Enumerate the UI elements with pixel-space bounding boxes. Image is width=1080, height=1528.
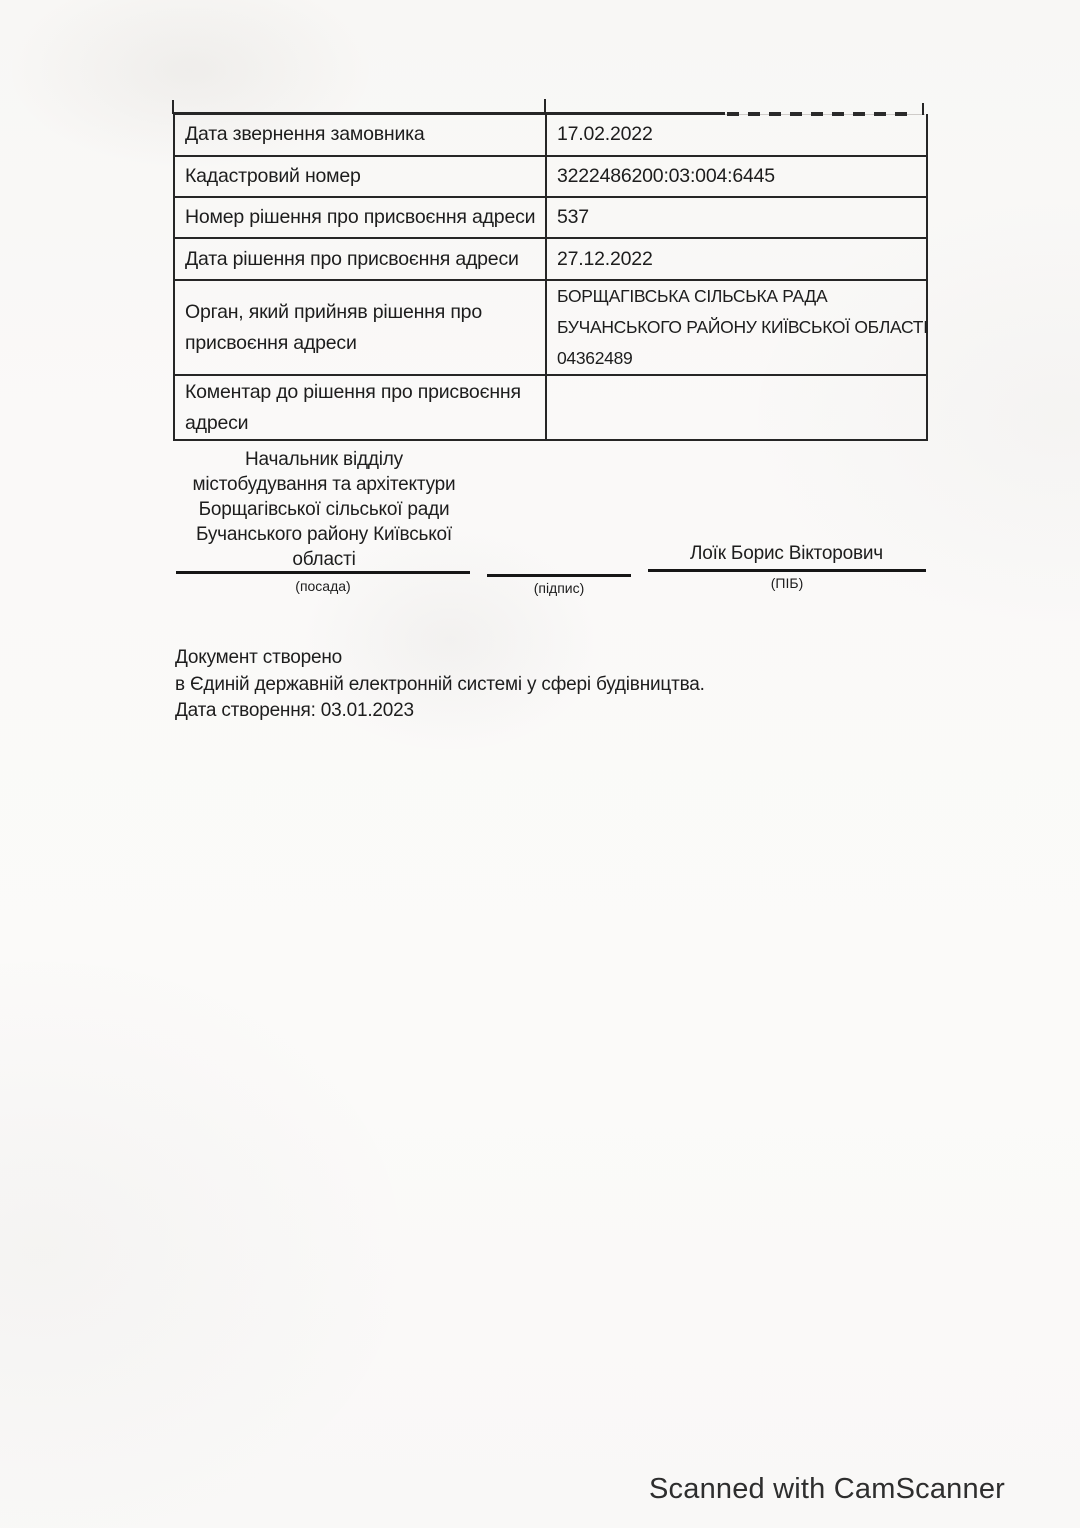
creation-note-line: Документ створено xyxy=(175,647,343,668)
row-label: Кадастровий номер xyxy=(174,156,546,197)
row-value-line: БУЧАНСЬКОГО РАЙОНУ КИЇВСЬКОЇ ОБЛАСТІ xyxy=(557,317,928,337)
table-left-border-tick xyxy=(172,100,174,114)
document-creation-note xyxy=(175,645,705,725)
table-row-request-date xyxy=(174,114,927,156)
position-line: області xyxy=(292,549,356,570)
position-line: Начальник відділу xyxy=(245,449,403,470)
name-caption: (ПІБ) xyxy=(770,575,804,591)
row-label xyxy=(174,280,546,375)
signatory-name: Лоїк Борис Вікторович xyxy=(690,543,883,564)
table-row-decision-number xyxy=(174,197,927,238)
row-label xyxy=(174,375,546,440)
row-value-empty xyxy=(546,375,927,440)
table-row-cadastral-number xyxy=(174,156,927,197)
table-row-authority xyxy=(174,280,927,375)
row-label: Дата звернення замовника xyxy=(174,114,546,156)
row-label-line: Орган, який прийняв рішення про xyxy=(185,300,482,323)
position-signature-line xyxy=(176,571,470,574)
row-label: Дата рішення про присвоєння адреси xyxy=(174,238,546,280)
row-label: Номер рішення про присвоєння адреси xyxy=(174,197,546,238)
table-divider-tick xyxy=(544,99,546,114)
position-line: Бучанського району Київської xyxy=(196,524,452,545)
row-value xyxy=(546,280,927,375)
position-line: містобудування та архітектури xyxy=(192,474,456,495)
signatory-position xyxy=(178,447,470,572)
row-label-line: присвоєння адреси xyxy=(185,331,357,354)
row-value: 17.02.2022 xyxy=(546,114,927,156)
row-label-line: Коментар до рішення про присвоєння xyxy=(185,380,521,403)
row-label-line: адреси xyxy=(185,411,249,434)
creation-note-line: Дата створення: 03.01.2023 xyxy=(175,700,414,721)
camscanner-watermark: Scanned with CamScanner xyxy=(649,1473,1006,1505)
row-value: 27.12.2022 xyxy=(546,238,927,280)
table-row-comment xyxy=(174,375,927,440)
row-value-line: 04362489 xyxy=(557,348,633,368)
signature-line xyxy=(487,574,631,577)
address-assignment-table xyxy=(173,114,928,441)
creation-note-line: в Єдиній державній електронній системі у сфері будівництва. xyxy=(175,673,705,695)
row-value-line: БОРЩАГІВСЬКА СІЛЬСЬКА РАДА xyxy=(557,286,828,306)
position-caption: (посада) xyxy=(295,578,351,594)
table-row-decision-date xyxy=(174,238,927,280)
row-value: 537 xyxy=(546,197,927,238)
row-value: 3222486200:03:004:6445 xyxy=(546,156,927,197)
name-signature-line xyxy=(648,569,926,572)
signature-caption: (підпис) xyxy=(533,580,585,596)
position-line: Борщагівської сільської ради xyxy=(198,499,450,520)
